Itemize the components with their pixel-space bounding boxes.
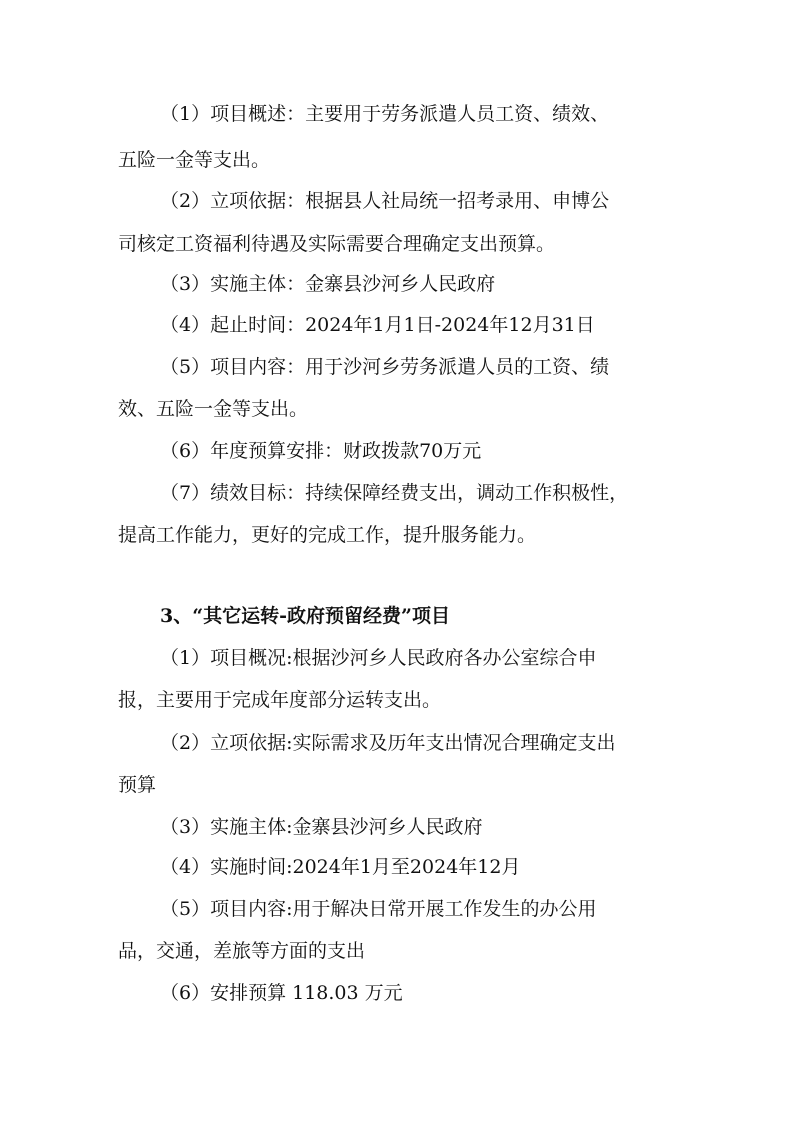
overview-text-line2: 五险一金等支出。 bbox=[118, 149, 271, 171]
period-text: （4）起止时间：2024年1月1日-2024年12月31日 bbox=[160, 314, 595, 336]
paragraph-overview-line2 bbox=[0, 142, 793, 178]
paragraph-goal-line1 bbox=[0, 475, 793, 511]
paragraph-budget bbox=[0, 433, 793, 469]
goal-text-line2: 提高工作能力，更好的完成工作，提升服务能力。 bbox=[118, 524, 537, 546]
content-text-line2: 效、五险一金等支出。 bbox=[118, 398, 309, 420]
s3-basis-text-line2: 预算 bbox=[118, 774, 157, 796]
content-text-line1: （5）项目内容：用于沙河乡劳务派遣人员的工资、绩 bbox=[160, 356, 610, 378]
s3-paragraph-basis-line1 bbox=[0, 725, 793, 761]
s3-overview-text-line1: （1）项目概况:根据沙河乡人民政府各办公室综合申 bbox=[160, 647, 597, 669]
overview-text-line1: （1）项目概述：主要用于劳务派遣人员工资、绩效、 bbox=[160, 103, 610, 125]
s3-paragraph-overview-line2 bbox=[0, 682, 793, 718]
s3-budget-text: （6）安排预算 118.03 万元 bbox=[160, 982, 403, 1004]
s3-paragraph-content-line1 bbox=[0, 891, 793, 927]
paragraph-goal-line2 bbox=[0, 517, 793, 553]
s3-paragraph-budget bbox=[0, 975, 793, 1011]
s3-content-text-line2: 品，交通，差旅等方面的支出 bbox=[118, 940, 366, 962]
s3-basis-text-line1: （2）立项依据:实际需求及历年支出情况合理确定支出 bbox=[160, 732, 616, 754]
paragraph-overview-line1 bbox=[0, 96, 793, 132]
s3-implementer-text: （3）实施主体:金寨县沙河乡人民政府 bbox=[160, 816, 483, 838]
paragraph-content-line1 bbox=[0, 349, 793, 385]
paragraph-content-line2 bbox=[0, 391, 793, 427]
s3-paragraph-content-line2 bbox=[0, 933, 793, 969]
paragraph-implementer bbox=[0, 266, 793, 302]
basis-text-line2: 司核定工资福利待遇及实际需要合理确定支出预算。 bbox=[118, 233, 556, 255]
basis-text-line1: （2）立项依据：根据县人社局统一招考录用、申博公 bbox=[160, 190, 610, 212]
paragraph-period bbox=[0, 307, 793, 343]
budget-text: （6）年度预算安排：财政拨款70万元 bbox=[160, 440, 482, 462]
s3-paragraph-period bbox=[0, 849, 793, 885]
paragraph-basis-line1 bbox=[0, 183, 793, 219]
s3-overview-text-line2: 报，主要用于完成年度部分运转支出。 bbox=[118, 689, 442, 711]
paragraph-basis-line2 bbox=[0, 226, 793, 262]
section3-heading-text: 3、“其它运转-政府预留经费”项目 bbox=[160, 605, 450, 627]
implementer-text: （3）实施主体：金寨县沙河乡人民政府 bbox=[160, 273, 496, 295]
goal-text-line1: （7）绩效目标：持续保障经费支出，调动工作积极性， bbox=[160, 482, 629, 504]
s3-content-text-line1: （5）项目内容:用于解决日常开展工作发生的办公用 bbox=[160, 898, 597, 920]
s3-period-text: （4）实施时间:2024年1月至2024年12月 bbox=[160, 856, 521, 878]
section3-heading bbox=[0, 598, 793, 634]
s3-paragraph-basis-line2 bbox=[0, 767, 793, 803]
s3-paragraph-overview-line1 bbox=[0, 640, 793, 676]
s3-paragraph-implementer bbox=[0, 809, 793, 845]
